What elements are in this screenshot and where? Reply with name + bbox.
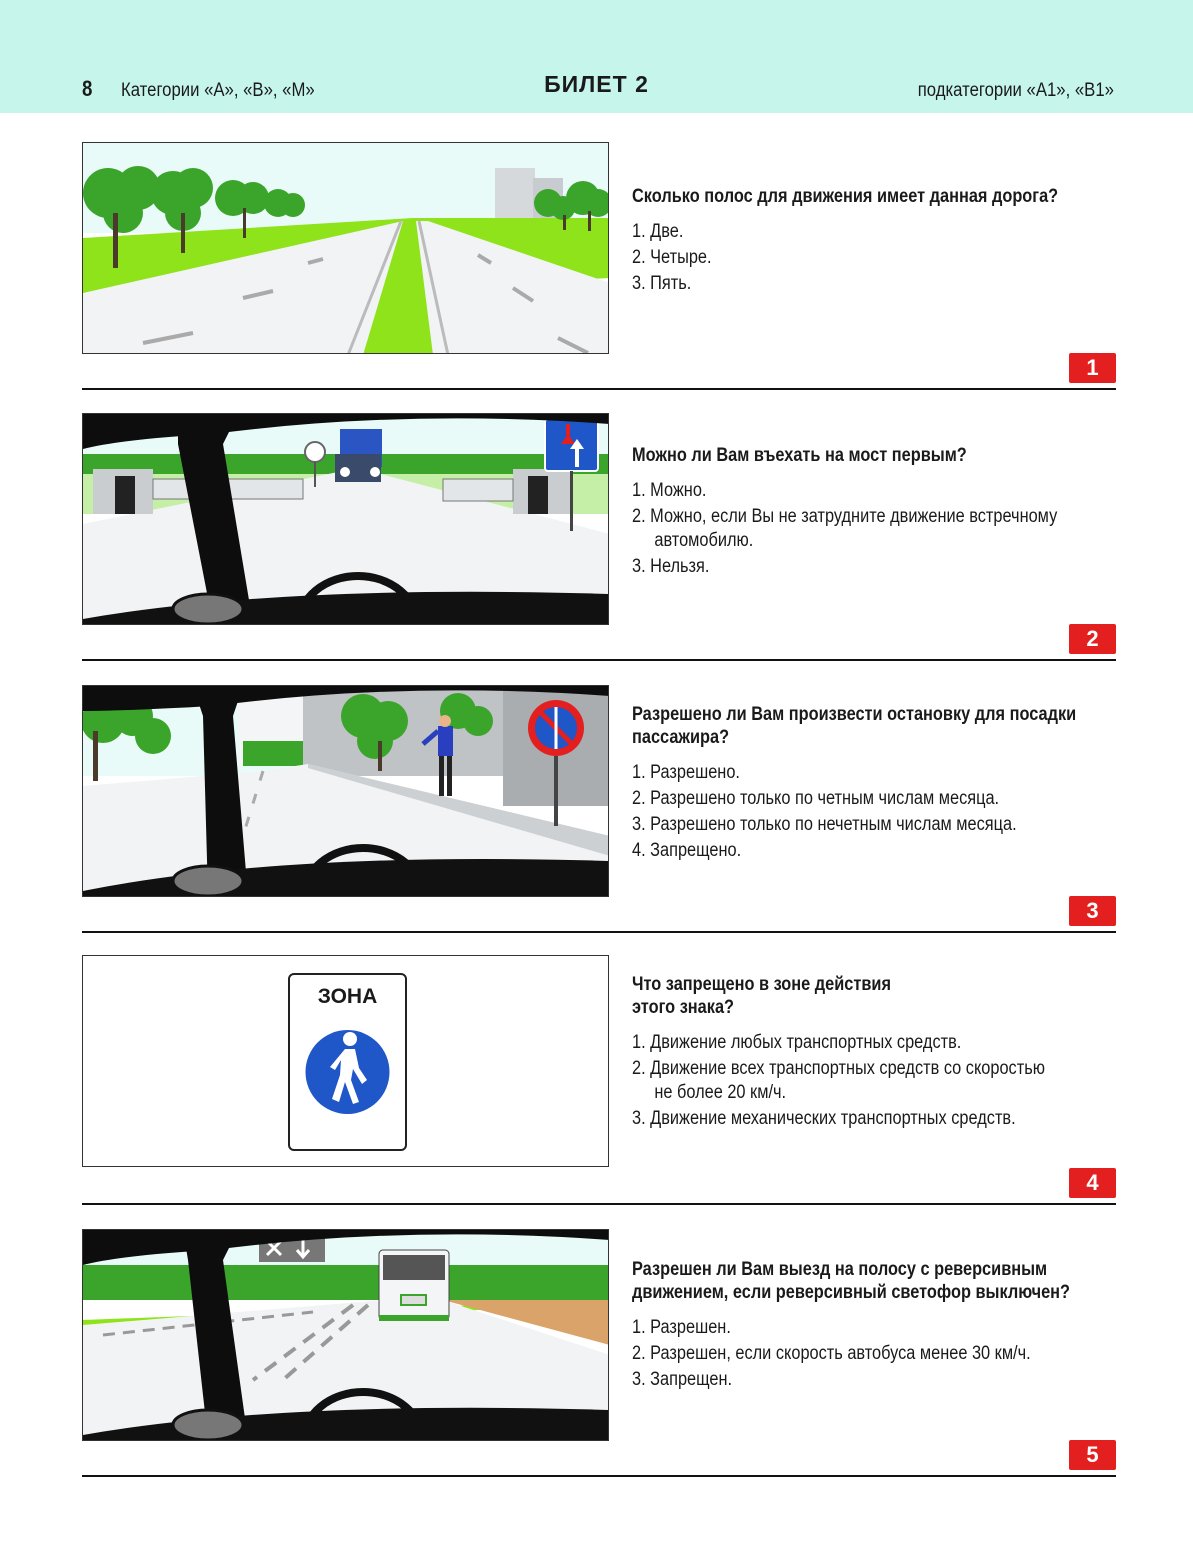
question-title: Разрешено ли Вам произвести остановку для посадки [632, 704, 1077, 725]
question-2-illustration [82, 413, 609, 625]
question-number-badge: 3 [1069, 896, 1116, 926]
question-1 [0, 142, 1193, 414]
answer-option[interactable]: 1. Две. [632, 221, 684, 242]
answer-line: 2. Движение всех транспортных средств со скоростью [632, 1058, 1045, 1079]
answer-option[interactable]: 1. Можно. [632, 480, 707, 501]
question-title-line2: этого знака? [632, 997, 735, 1018]
divider [82, 931, 1116, 933]
divider [82, 659, 1116, 661]
question-title-line2: пассажира? [632, 727, 730, 748]
divider [82, 1203, 1116, 1205]
answer-option[interactable]: 1. Разрешено. [632, 762, 740, 783]
answer-option[interactable]: 4. Запрещено. [632, 840, 742, 861]
answer-option[interactable] [632, 1057, 1053, 1105]
divider [82, 388, 1116, 390]
answer-line: 2. Можно, если Вы не затрудните движение встречному [632, 506, 1058, 527]
answer-option[interactable] [632, 505, 1058, 553]
answer-option[interactable]: 3. Разрешено только по нечетным числам месяца. [632, 814, 1017, 835]
question-title: Можно ли Вам въехать на мост первым? [632, 445, 967, 466]
question-3 [0, 685, 1193, 957]
answer-option[interactable]: 2. Четыре. [632, 247, 712, 268]
answer-option[interactable]: 3. Нельзя. [632, 556, 710, 577]
question-5-illustration [82, 1229, 609, 1441]
page-header [0, 0, 1193, 113]
question-title-line2: движением, если реверсивный светофор выключен? [632, 1282, 1071, 1303]
zone-sign-label: ЗОНА [317, 985, 378, 1008]
question-1-illustration [82, 142, 609, 354]
question-5 [0, 1229, 1193, 1501]
question-1-text [632, 185, 1122, 298]
page-number: 8 [82, 76, 93, 101]
categories-left: Категории «А», «В», «М» [121, 80, 315, 101]
question-number-badge: 4 [1069, 1168, 1116, 1198]
answer-line: автомобилю. [654, 530, 754, 551]
answer-option[interactable]: 1. Движение любых транспортных средств. [632, 1032, 962, 1053]
ticket-title: БИЛЕТ 2 [544, 71, 649, 97]
question-number-badge: 1 [1069, 353, 1116, 383]
question-4-illustration [82, 955, 609, 1167]
question-4-text [632, 973, 1122, 1133]
answer-option[interactable]: 2. Разрешен, если скорость автобуса менее 30 км/ч. [632, 1343, 1031, 1364]
question-number-badge: 2 [1069, 624, 1116, 654]
question-3-text [632, 703, 1122, 865]
question-5-text [632, 1258, 1122, 1394]
question-2 [0, 413, 1193, 685]
question-number-badge: 5 [1069, 1440, 1116, 1470]
answer-option[interactable]: 3. Запрещен. [632, 1369, 733, 1390]
question-3-illustration [82, 685, 609, 897]
question-2-text [632, 444, 1122, 581]
divider [82, 1475, 1116, 1477]
answer-line: не более 20 км/ч. [654, 1082, 787, 1103]
answer-option[interactable]: 2. Разрешено только по четным числам месяца. [632, 788, 1000, 809]
answer-option[interactable]: 3. Пять. [632, 273, 692, 294]
answer-option[interactable]: 3. Движение механических транспортных средств. [632, 1108, 1016, 1129]
question-title: Что запрещено в зоне действия [632, 974, 891, 995]
categories-right: подкатегории «А1», «В1» [917, 80, 1114, 101]
question-title: Сколько полос для движения имеет данная дорога? [632, 186, 1059, 207]
question-title: Разрешен ли Вам выезд на полосу с реверсивным [632, 1259, 1048, 1280]
answer-option[interactable]: 1. Разрешен. [632, 1317, 731, 1338]
question-4 [0, 955, 1193, 1227]
